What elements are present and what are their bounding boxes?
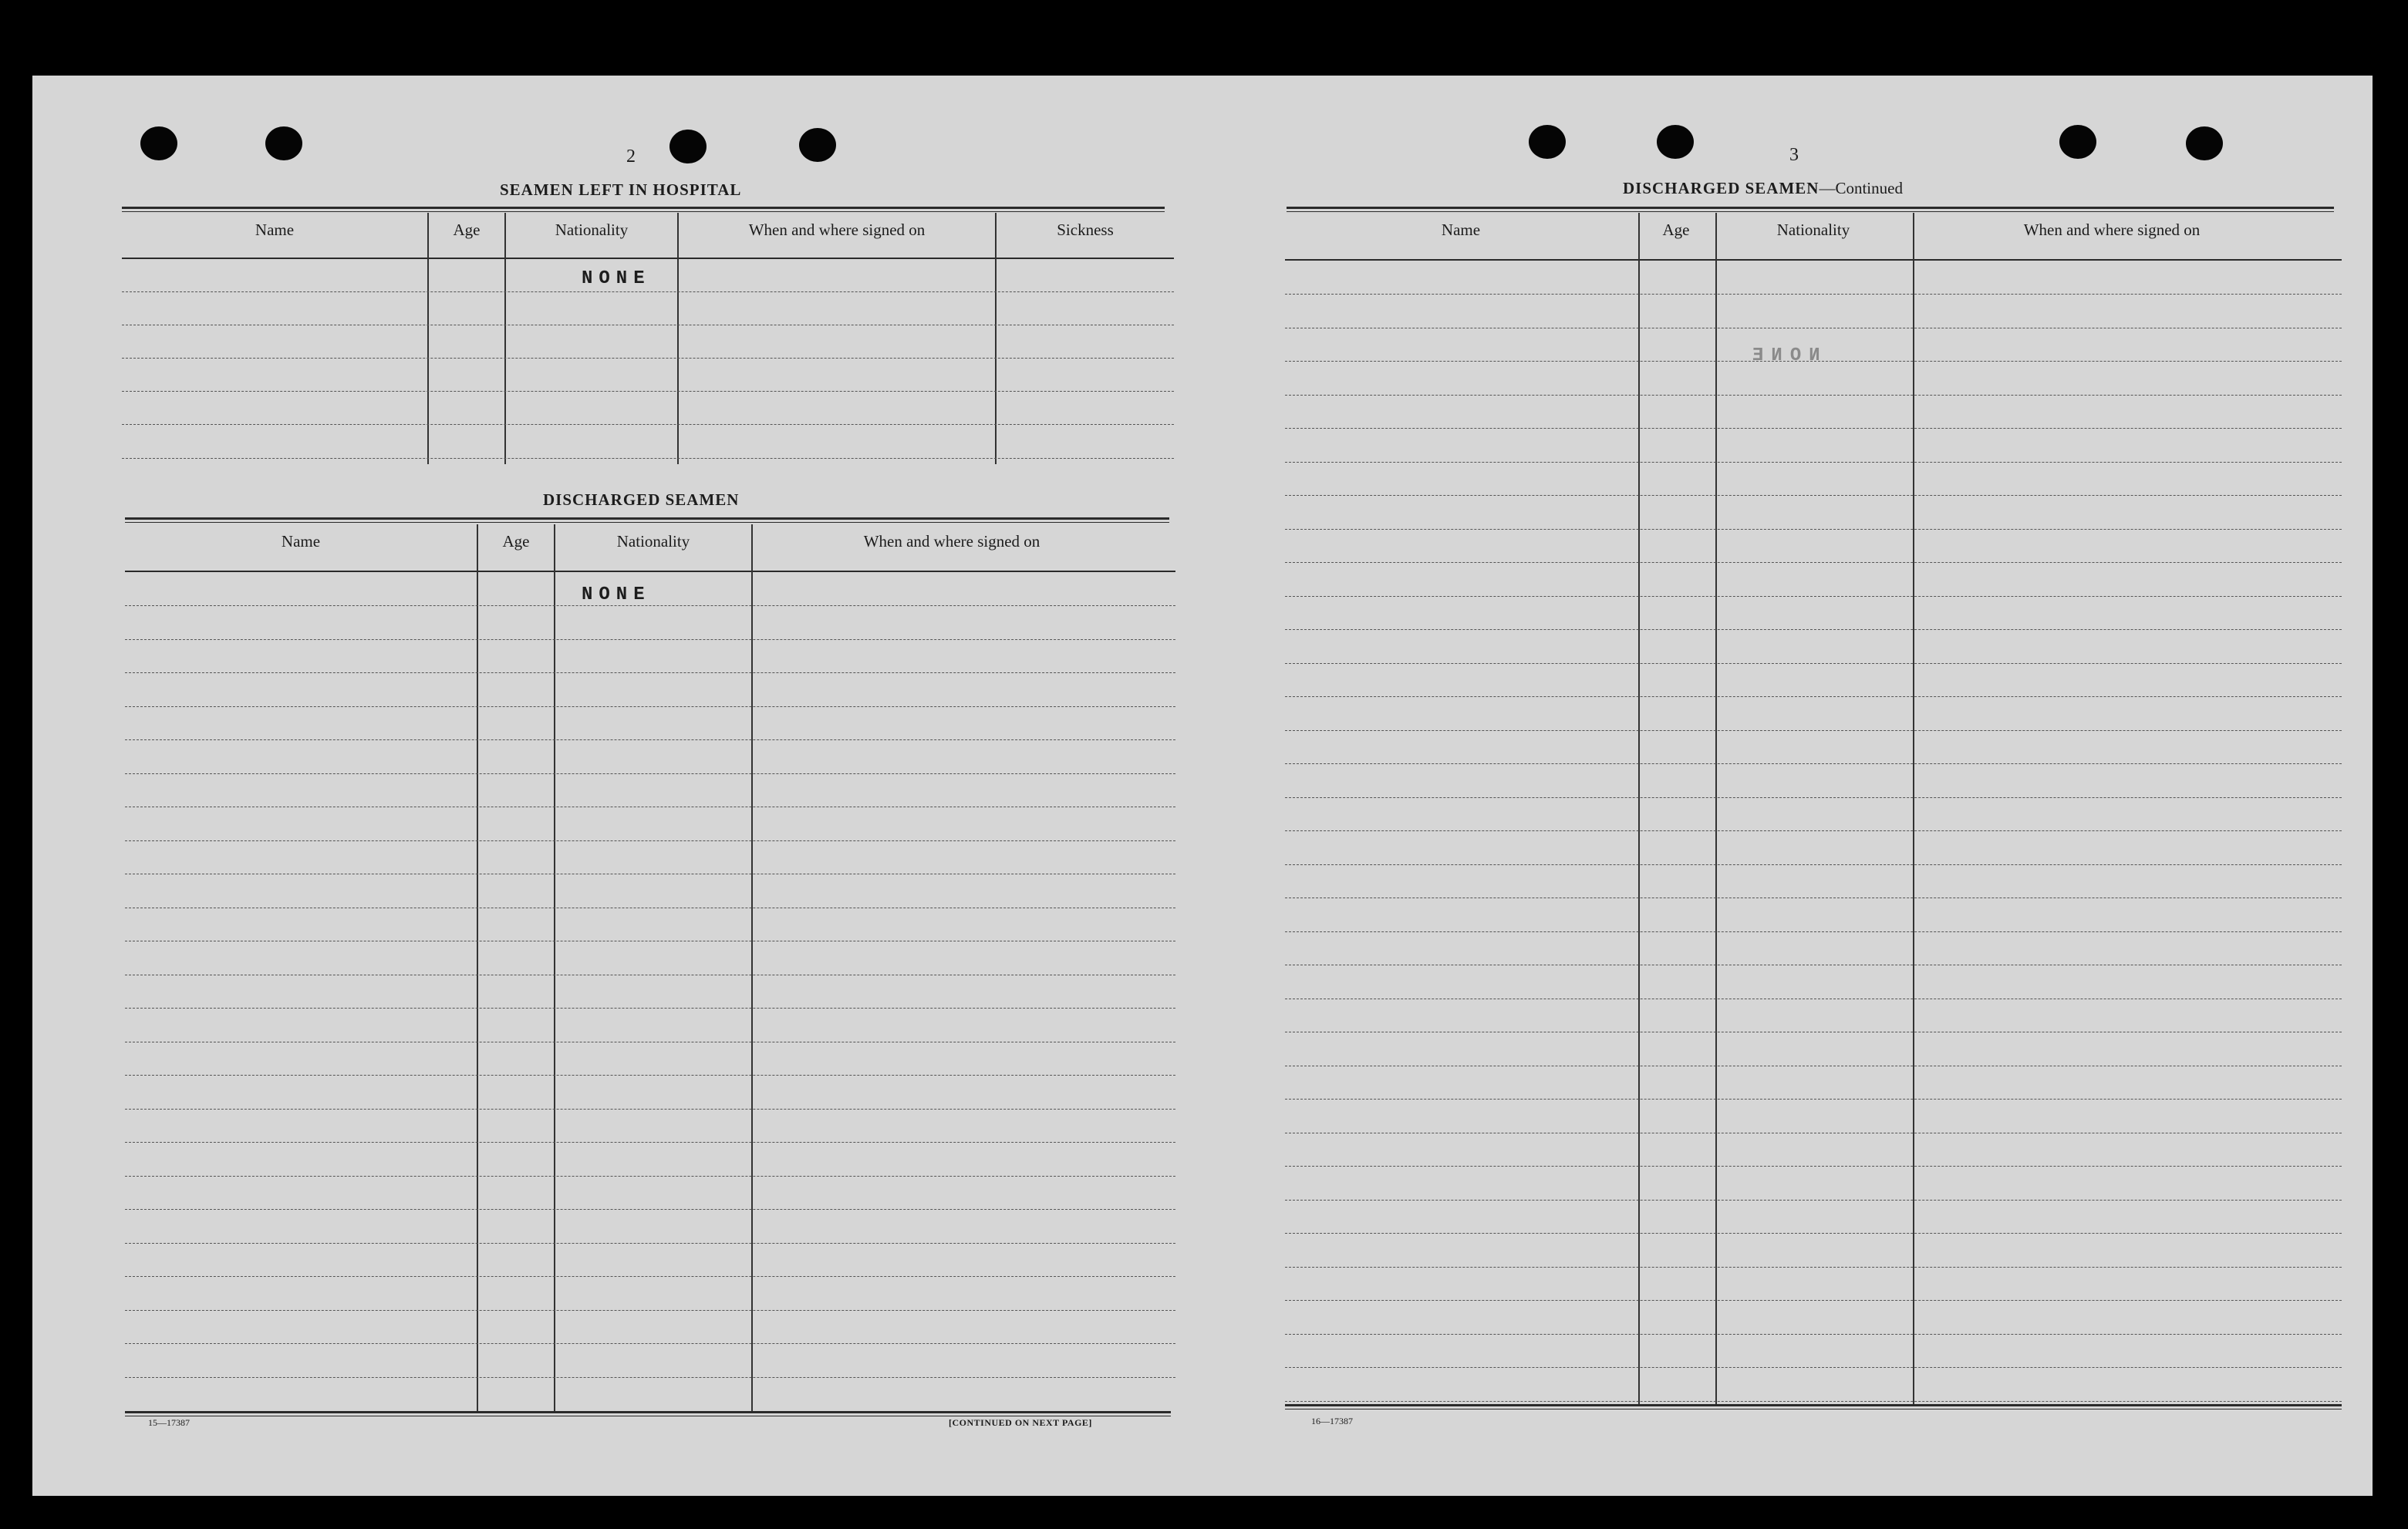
row-line [125, 840, 1175, 841]
column-header-name: Name [281, 532, 321, 551]
row-line [1285, 1267, 2342, 1268]
row-line [1285, 1233, 2342, 1234]
row-line [125, 1310, 1175, 1311]
column-header-name: Name [1441, 221, 1481, 239]
row-line [1285, 562, 2342, 563]
column-header-age: Age [502, 532, 530, 551]
header-rule [125, 571, 1175, 572]
title-main: DISCHARGED SEAMEN [1623, 179, 1819, 197]
column-divider [1638, 213, 1640, 1404]
column-divider [477, 524, 478, 1411]
none-stamp: NONE [582, 268, 651, 289]
column-divider [554, 524, 555, 1411]
row-line [1285, 1401, 2342, 1402]
punch-hole [2186, 126, 2223, 160]
row-line [125, 773, 1175, 774]
row-line [1285, 529, 2342, 530]
column-divider [1715, 213, 1717, 1404]
punch-hole [1529, 125, 1566, 159]
bottom-rule [125, 1411, 1171, 1416]
row-line [1285, 1099, 2342, 1100]
none-stamp-offset: NONE [1745, 345, 1820, 366]
column-divider [751, 524, 753, 1411]
row-line [1285, 428, 2342, 429]
row-line [125, 1176, 1175, 1177]
row-line [1285, 1300, 2342, 1301]
row-line [1285, 1334, 2342, 1335]
punch-hole [265, 126, 302, 160]
row-line [1285, 730, 2342, 731]
column-divider [1913, 213, 1914, 1404]
section-title-discharged-continued [1623, 179, 1903, 198]
row-line [1285, 462, 2342, 463]
row-line [125, 1109, 1175, 1110]
title-rule [122, 207, 1165, 212]
row-line [1285, 361, 2342, 362]
page-number: 2 [626, 147, 636, 167]
punch-hole [799, 128, 836, 162]
row-line [122, 291, 1174, 292]
punch-hole [1657, 125, 1694, 159]
row-line [1285, 1166, 2342, 1167]
bottom-rule [1285, 1404, 2342, 1409]
form-number: 16—17387 [1311, 1416, 1353, 1426]
row-line [1285, 629, 2342, 630]
column-divider [427, 213, 429, 464]
row-line [1285, 395, 2342, 396]
row-line [1285, 696, 2342, 697]
title-suffix: —Continued [1819, 179, 1903, 197]
row-line [1285, 495, 2342, 496]
column-header-age: Age [1662, 221, 1690, 239]
section-title-discharged: DISCHARGED SEAMEN [543, 490, 740, 509]
continued-note: [CONTINUED ON NEXT PAGE] [949, 1417, 1092, 1428]
hospital-table [122, 213, 1174, 467]
column-header-nationality: Nationality [616, 532, 690, 551]
punch-hole [140, 126, 177, 160]
row-line [1285, 763, 2342, 764]
discharged-continued-table [1285, 213, 2342, 1493]
row-line [125, 1343, 1175, 1344]
discharged-table [125, 524, 1175, 1497]
row-line [1285, 931, 2342, 932]
row-line [1285, 1367, 2342, 1368]
column-header-signed-on: When and where signed on [863, 532, 1040, 551]
row-line [125, 672, 1175, 673]
row-line [125, 739, 1175, 740]
row-line [125, 706, 1175, 707]
title-rule [125, 517, 1169, 523]
row-line [1285, 294, 2342, 295]
row-line [125, 605, 1175, 606]
row-line [125, 1243, 1175, 1244]
row-line [1285, 596, 2342, 597]
column-header-sickness: Sickness [1057, 221, 1114, 239]
row-line [125, 639, 1175, 640]
column-header-name: Name [255, 221, 295, 239]
column-header-signed-on: When and where signed on [748, 221, 926, 239]
row-line [125, 1142, 1175, 1143]
row-line [122, 424, 1174, 425]
column-header-signed-on: When and where signed on [2023, 221, 2201, 239]
row-line [125, 1209, 1175, 1210]
form-number: 15—17387 [148, 1417, 190, 1428]
row-line [125, 1377, 1175, 1378]
section-title-hospital: SEAMEN LEFT IN HOSPITAL [500, 180, 742, 199]
column-header-nationality: Nationality [1776, 221, 1850, 239]
punch-hole [669, 130, 707, 163]
row-line [125, 1008, 1175, 1009]
page-number: 3 [1789, 145, 1799, 165]
none-stamp: NONE [582, 584, 651, 605]
right-page [1212, 76, 2373, 1496]
column-header-nationality: Nationality [555, 221, 629, 239]
row-line [125, 1276, 1175, 1277]
column-header-age: Age [453, 221, 481, 239]
row-line [125, 1075, 1175, 1076]
left-page [32, 76, 1212, 1496]
row-line [1285, 663, 2342, 664]
row-line [1285, 797, 2342, 798]
column-divider [677, 213, 679, 464]
row-line [122, 391, 1174, 392]
column-divider [504, 213, 506, 464]
punch-hole [2059, 125, 2096, 159]
title-rule [1287, 207, 2334, 212]
row-line [122, 358, 1174, 359]
header-rule [1285, 259, 2342, 261]
row-line [1285, 1200, 2342, 1201]
row-line [1285, 830, 2342, 831]
row-line [1285, 864, 2342, 865]
column-divider [995, 213, 997, 464]
header-rule [122, 258, 1174, 259]
row-line [122, 458, 1174, 459]
